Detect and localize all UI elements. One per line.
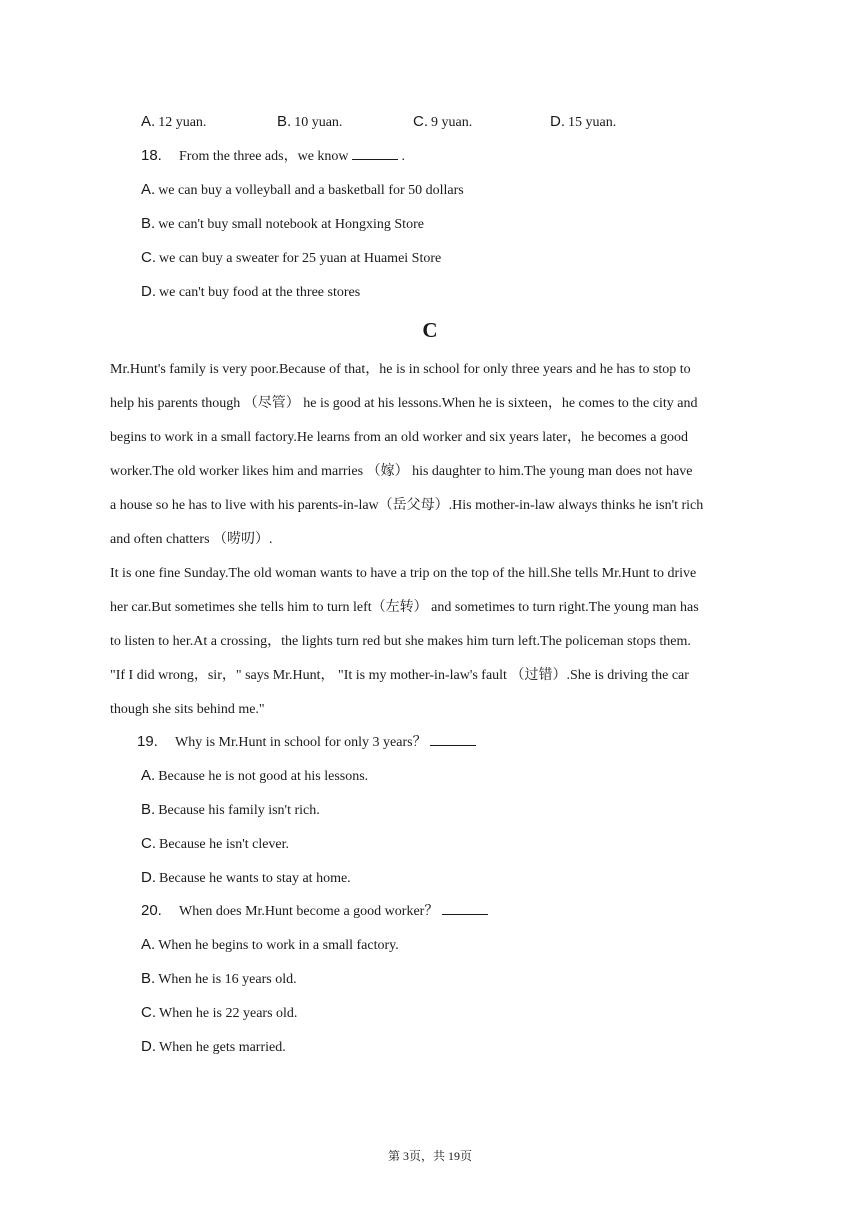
answer-blank [442, 902, 488, 915]
q17-option-b: B. 10 yuan. [277, 113, 343, 130]
passage-line: worker.The old worker likes him and marries （嫁） his daughter to him.The young man does not have [110, 464, 693, 479]
q17-option-c: C. 9 yuan. [413, 113, 473, 130]
q19-option-d: D. Because he wants to stay at home. [141, 869, 351, 886]
answer-blank [430, 733, 476, 746]
passage-line: a house so he has to live with his parents-in-law（岳父母）.His mother-in-law always thinks he isn't rich [110, 498, 704, 513]
passage-line: help his parents though （尽管） he is good at his lessons.When he is sixteen，he comes to the city and [110, 396, 698, 411]
q20-option-b: B. When he is 16 years old. [141, 970, 297, 987]
q17-option-d: D. 15 yuan. [550, 113, 617, 130]
q18-option-d: D. we can't buy food at the three stores [141, 283, 361, 300]
q20-option-a: A. When he begins to work in a small factory. [141, 936, 399, 953]
q19-stem: 19. Why is Mr.Hunt in school for only 3 years？ [137, 732, 476, 753]
q20-option-d: D. When he gets married. [141, 1038, 286, 1055]
section-title: C [422, 318, 438, 342]
q17-option-a: A. 12 yuan. [141, 113, 207, 130]
page-footer: 第 3页，共 19页 [387, 1149, 472, 1163]
passage-line: though she sits behind me." [110, 702, 265, 717]
q19-option-b: B. Because his family isn't rich. [141, 801, 320, 818]
passage-line: and often chatters （唠叨）. [110, 532, 273, 547]
q20-option-c: C. When he is 22 years old. [141, 1004, 298, 1021]
q19-option-a: A. Because he is not good at his lessons. [141, 767, 369, 784]
passage-line: Mr.Hunt's family is very poor.Because of that，he is in school for only three years and he has to stop to [110, 362, 691, 377]
q18-option-a: A. we can buy a volleyball and a basketball for 50 dollars [141, 181, 464, 198]
q18-option-b: B. we can't buy small notebook at Hongxing Store [141, 215, 424, 232]
q20-stem: 20. When does Mr.Hunt become a good worker？ [141, 901, 488, 922]
passage-line: begins to work in a small factory.He learns from an old worker and six years later，he becomes a good [110, 430, 688, 445]
passage-line: "If I did wrong，sir，" says Mr.Hunt， "It is my mother-in-law's fault （过错）.She is driving the car [110, 668, 689, 683]
q19-option-c: C. Because he isn't clever. [141, 835, 290, 852]
q18-option-c: C. we can buy a sweater for 25 yuan at Huamei Store [141, 249, 442, 266]
passage-line: It is one fine Sunday.The old woman wants to have a trip on the top of the hill.She tells Mr.Hunt to drive [110, 566, 697, 581]
q18-stem: 18. From the three ads，we know . [141, 147, 406, 164]
passage-line: to listen to her.At a crossing，the lights turn red but she makes him turn left.The policeman stops them. [110, 634, 691, 649]
answer-blank [352, 147, 398, 160]
passage-line: her car.But sometimes she tells him to turn left（左转） and sometimes to turn right.The young man has [110, 600, 699, 615]
